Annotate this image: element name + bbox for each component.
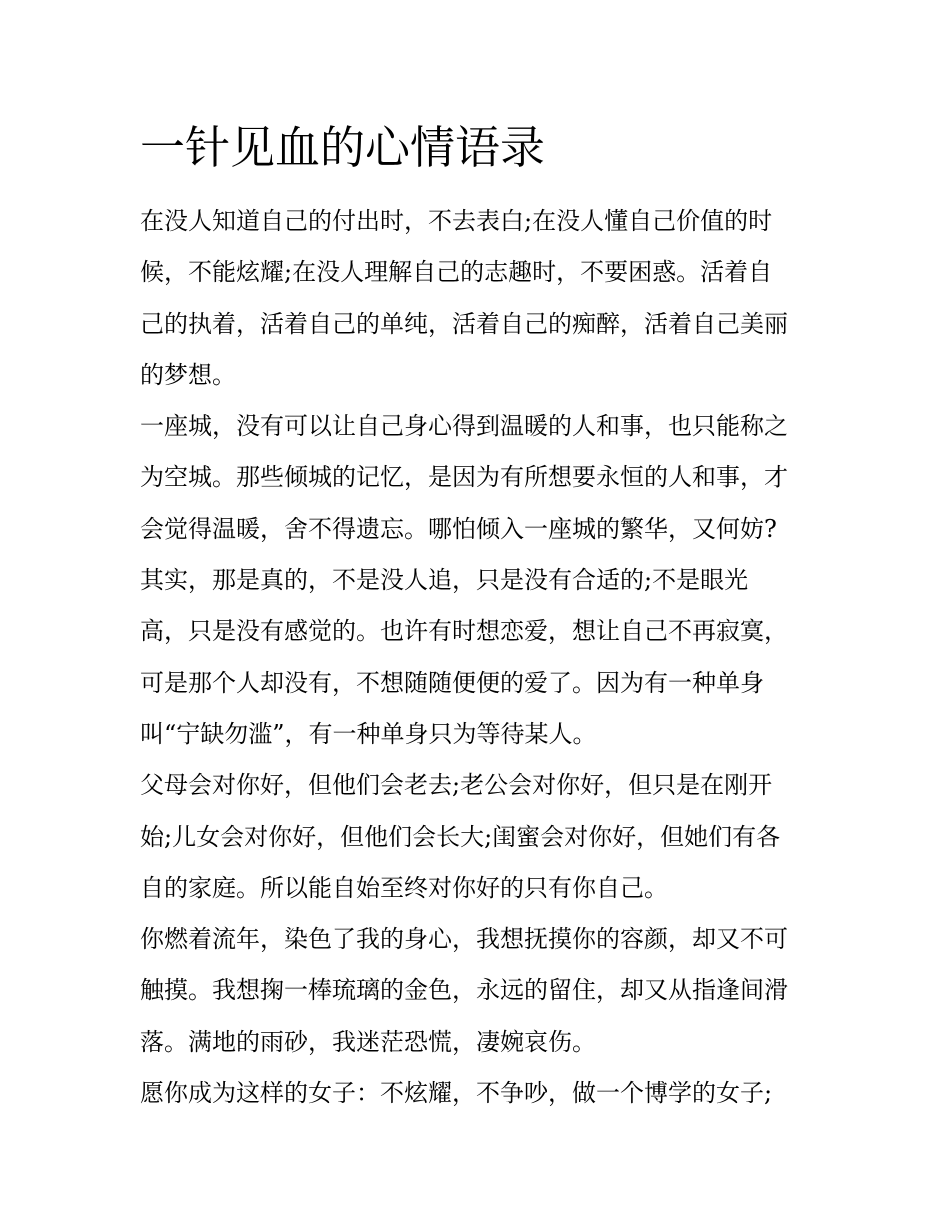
text-line: 叫“宁缺勿滥”，有一种单身只为等待某人。: [140, 719, 597, 748]
text-line: 自的家庭。所以能自始至终对你好的只有你自己。: [140, 873, 668, 902]
text-line: 始;儿女会对你好，但他们会长大;闺蜜会对你好，但她们有各: [140, 822, 781, 851]
text-line: 父母会对你好，但他们会老去;老公会对你好，但只是在刚开: [140, 771, 773, 800]
text-line: 为空城。那些倾城的记忆，是因为有所想要永恒的人和事，才: [140, 463, 788, 492]
text-line: 愿你成为这样的女子：不炫耀，不争吵，做一个博学的女子;: [140, 1079, 773, 1108]
text-line: 候，不能炫耀;在没人理解自己的志趣时，不要困惑。活着自: [140, 258, 773, 287]
text-line: 触摸。我想掬一棒琉璃的金色，永远的留住，却又从指逢间滑: [140, 976, 788, 1005]
document-title: 一针见血的心情语录: [140, 121, 546, 174]
text-line: 的梦想。: [140, 360, 236, 389]
text-line: 可是那个人却没有，不想随随便便的爱了。因为有一种单身: [140, 668, 764, 697]
text-line: 落。满地的雨砂，我迷茫恐慌，凄婉哀伤。: [140, 1027, 596, 1056]
text-line: 其实，那是真的，不是没人追，只是没有合适的;不是眼光: [140, 566, 749, 595]
document-body: [140, 196, 820, 1119]
text-line: 一座城，没有可以让自己身心得到温暖的人和事，也只能称之: [140, 412, 788, 441]
text-line: 你燃着流年，染色了我的身心，我想抚摸你的容颜，却又不可: [140, 925, 788, 954]
text-line: 己的执着，活着自己的单纯，活着自己的痴醉，活着自己美丽: [140, 309, 788, 338]
text-line: 在没人知道自己的付出时，不去表白;在没人懂自己价值的时: [140, 207, 773, 235]
text-line: 高，只是没有感觉的。也许有时想恋爱，想让自己不再寂寞，: [140, 617, 788, 646]
text-line: 会觉得温暖，舍不得遗忘。哪怕倾入一座城的繁华，又何妨?: [140, 514, 777, 543]
